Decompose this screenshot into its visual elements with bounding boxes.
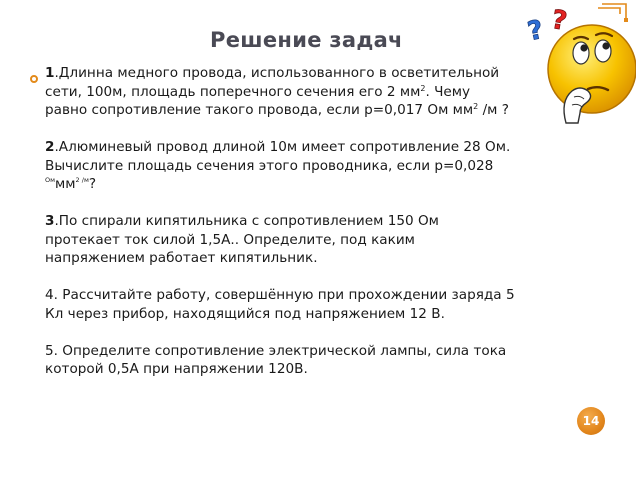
problem-number: 1 — [45, 65, 55, 81]
problem-text: .Алюминевый провод длиной 10м имеет сопротивление 28 Ом. Вычислите площадь сечения этого проводника, если р=0,028 — [45, 139, 511, 174]
circle-bullet-icon — [30, 75, 38, 83]
superscript: 2 /м — [75, 176, 89, 184]
problem-3 — [45, 212, 515, 268]
superscript: 2 — [473, 102, 479, 111]
problem-list — [45, 64, 515, 397]
problem-text: .По спирали кипятильника с сопротивлением 150 Ом протекает ток силой 1,5А.. Определите, под каким напряжением работает кипятильник. — [45, 213, 439, 266]
svg-text:?: ? — [549, 5, 570, 37]
problem-2 — [45, 138, 515, 194]
problem-text: . Рассчитайте работу, совершённую при прохождении заряда 5 Кл через прибор, находящийся под напряжением 12 В. — [45, 287, 515, 322]
problem-text: . Чему равно сопротивление такого провода, если р=0,017 Ом мм — [45, 83, 474, 118]
superscript: 2 — [420, 83, 426, 93]
page-number-badge: 14 — [577, 407, 605, 435]
superscript: Ом — [45, 176, 56, 184]
problem-text: мм — [55, 176, 76, 192]
problem-number: 4 — [45, 287, 54, 303]
problem-4 — [45, 286, 515, 323]
problem-number: 5 — [45, 342, 54, 359]
thinking-face-icon — [518, 5, 636, 125]
problem-text: ? — [88, 176, 97, 192]
problem-number: 2 — [45, 139, 55, 155]
problem-text: /м ? — [478, 102, 509, 118]
svg-text:?: ? — [525, 14, 547, 48]
problem-5 — [45, 342, 515, 379]
problem-text: .Длинна медного провода, использованного в осветительной сети, 100м, площадь поперечного сечения его 2 мм — [45, 65, 500, 100]
problem-1 — [45, 64, 515, 120]
problem-text: . Определите сопротивление электрической лампы, сила тока которой 0,5А при напряжении 120В. — [45, 342, 507, 377]
slide-title: Решение задач — [210, 28, 403, 52]
problem-number: 3 — [45, 213, 55, 229]
